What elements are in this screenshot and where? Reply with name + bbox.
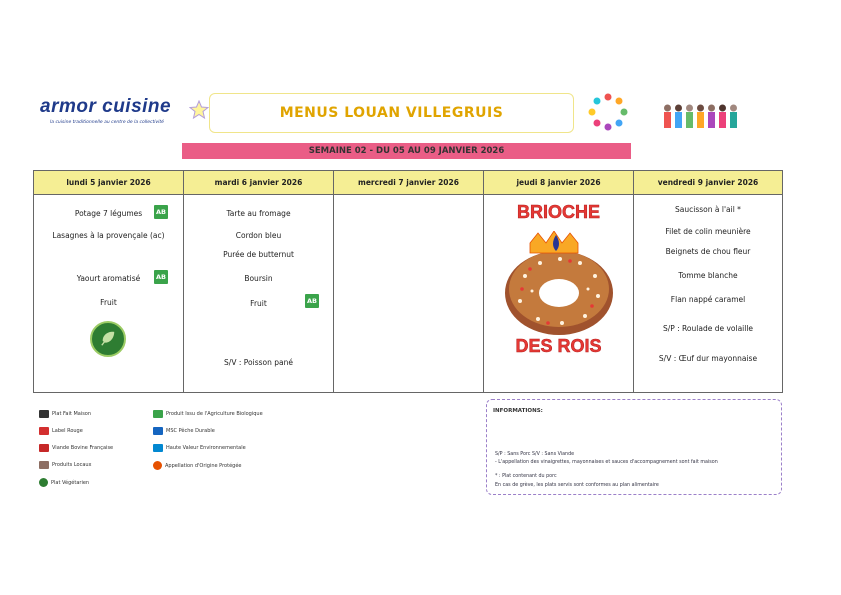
day-header: vendredi 9 janvier 2026 bbox=[634, 171, 782, 195]
organic-label-icon bbox=[153, 410, 163, 418]
legend-item: MSC Pêche Durable bbox=[153, 427, 215, 435]
menu-item: S/V : Poisson pané bbox=[224, 358, 293, 367]
homemade-icon bbox=[39, 410, 49, 418]
day-column-wednesday bbox=[334, 171, 484, 392]
day-column-monday bbox=[34, 171, 184, 392]
msc-icon bbox=[153, 427, 163, 435]
legend bbox=[33, 400, 301, 495]
vegetarian-icon bbox=[90, 321, 126, 357]
star-icon bbox=[189, 100, 209, 120]
menu-item: Fruit bbox=[100, 298, 117, 307]
menu-title-box bbox=[209, 93, 574, 133]
menu-item: Flan nappé caramel bbox=[670, 295, 746, 304]
day-header: mercredi 7 janvier 2026 bbox=[334, 171, 483, 195]
local-products-icon bbox=[39, 461, 49, 469]
week-banner bbox=[182, 143, 631, 159]
week-label: SEMAINE 02 - DU 05 AU 09 JANVIER 2026 bbox=[308, 146, 505, 156]
kids-row-icon bbox=[662, 100, 746, 130]
information-line: En cas de grève, les plats servis sont conformes au plan alimentaire bbox=[495, 483, 659, 488]
organic-label-icon: AB bbox=[154, 270, 168, 284]
menu-item: Tarte au fromage bbox=[226, 209, 291, 218]
brand-tagline: la cuisine traditionnelle au centre de la collectivité bbox=[50, 120, 164, 125]
menu-item: S/V : Œuf dur mayonnaise bbox=[658, 354, 758, 363]
day-header: mardi 6 janvier 2026 bbox=[184, 171, 333, 195]
day-column-tuesday bbox=[184, 171, 334, 392]
menu-item: S/P : Roulade de volaille bbox=[662, 324, 754, 333]
label-rouge-icon bbox=[39, 427, 49, 435]
day-column-thursday bbox=[484, 171, 634, 392]
aop-icon bbox=[153, 461, 162, 470]
day-column-friday bbox=[634, 171, 782, 392]
legend-item: Label Rouge bbox=[39, 427, 83, 435]
legend-item: Viande Bovine Française bbox=[39, 444, 113, 452]
menu-item: Potage 7 légumes bbox=[74, 209, 143, 218]
menu-item: Purée de butternut bbox=[223, 250, 294, 259]
menu-item: Tomme blanche bbox=[678, 271, 738, 280]
french-beef-icon bbox=[39, 444, 49, 452]
day-header: jeudi 8 janvier 2026 bbox=[484, 171, 633, 195]
menu-item: Beignets de chou fleur bbox=[665, 247, 751, 256]
menu-item: Cordon bleu bbox=[235, 231, 282, 240]
information-box bbox=[486, 399, 782, 495]
menu-item: Filet de colin meunière bbox=[665, 227, 751, 236]
organic-label-icon: AB bbox=[154, 205, 168, 219]
day-header: lundi 5 janvier 2026 bbox=[34, 171, 183, 195]
information-line: - L'appellation des vinaigrettes, mayonnaises et sauces d'accompagnement sont fait maison bbox=[495, 460, 718, 465]
legend-item: Plat Végétarien bbox=[39, 478, 89, 487]
organic-label-icon: AB bbox=[305, 294, 319, 308]
brand-logo: armor cuisine bbox=[40, 96, 172, 117]
menu-item: Yaourt aromatisé bbox=[76, 274, 141, 283]
brioche-image bbox=[500, 231, 618, 341]
legend-item: Appellation d'Origine Protégée bbox=[153, 461, 241, 470]
information-title: INFORMATIONS: bbox=[493, 408, 543, 414]
information-line: S/P : Sans Porc S/V : Sans Viande bbox=[495, 452, 575, 457]
legend-item: Haute Valeur Environnementale bbox=[153, 444, 246, 452]
menu-item: Fruit bbox=[250, 299, 267, 308]
brioche-title: BRIOCHE bbox=[516, 202, 600, 222]
menu-item: Lasagnes à la provençale (ac) bbox=[52, 231, 165, 240]
hve-icon bbox=[153, 444, 163, 452]
menu-item: Boursin bbox=[244, 274, 273, 283]
menu-item: Saucisson à l'ail * bbox=[675, 205, 741, 214]
vegetarian-icon bbox=[39, 478, 48, 487]
information-line: * : Plat contenant du porc bbox=[495, 474, 557, 479]
menu-grid bbox=[33, 170, 783, 393]
kids-circle-icon bbox=[586, 92, 630, 132]
legend-item: Produit Issu de l'Agriculture Biologique bbox=[153, 410, 263, 418]
legend-item: Plat Fait Maison bbox=[39, 410, 91, 418]
menu-title: MENUS LOUAN VILLEGRUIS bbox=[279, 105, 504, 121]
legend-item: Produits Locaux bbox=[39, 461, 92, 469]
brioche-subtitle: DES ROIS bbox=[515, 336, 602, 356]
